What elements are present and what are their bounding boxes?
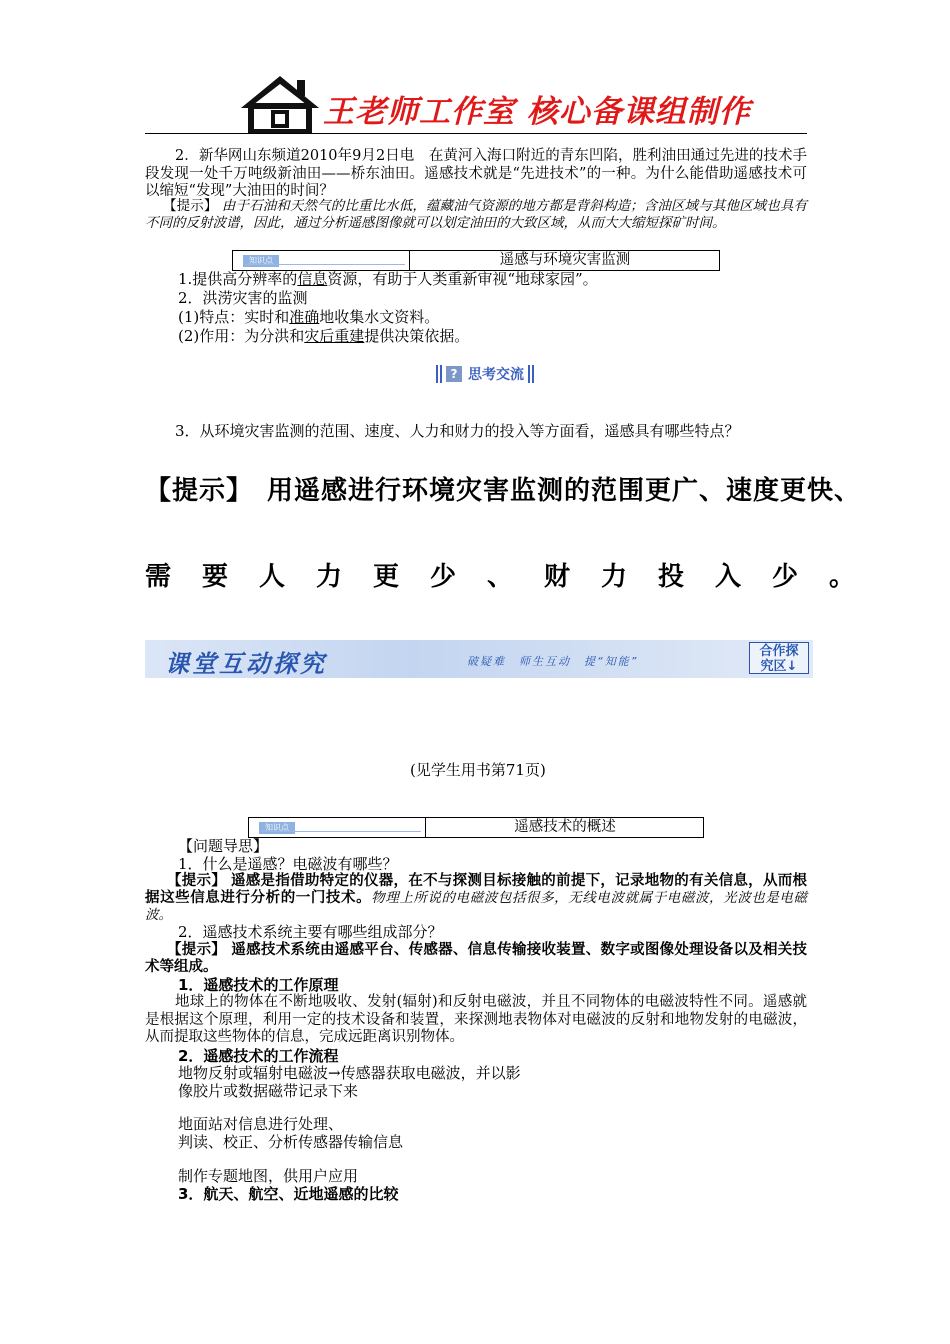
page-reference: (见学生用书第71页) [410, 761, 546, 779]
workflow-step-1b: 像胶片或数据磁带记录下来 [178, 1082, 359, 1100]
guide-hint-2: 【提示】 遥感技术系统由遥感平台、传感器、信息传输接收装置、数字或图像处理设备以及相关技术等组成。 [145, 942, 808, 975]
think-label: 思考交流 [468, 367, 524, 383]
workflow-step-2a: 地面站对信息进行处理、 [178, 1115, 344, 1133]
question-icon: ? [446, 366, 462, 382]
header-logo [235, 72, 751, 134]
section-tag: 知识点 [259, 822, 295, 834]
banner-title: 课堂互动探究 [165, 650, 327, 678]
question-3: 3．从环境灾害监测的范围、速度、人力和财力的投入等方面看，遥感具有哪些特点？ [175, 422, 740, 440]
guide-label: 【问题导思】 [178, 837, 269, 855]
workflow-step-3: 制作专题地图，供用户应用 [178, 1167, 359, 1185]
comparison-title: 3．航天、航空、近地遥感的比较 [178, 1185, 399, 1203]
logo-text: 王老师工作室 核心备课组制作 [323, 94, 751, 130]
hint-3-line1: 【提示】 用遥感进行环境灾害监测的范围更广、速度更快、 [145, 476, 862, 506]
arrow-line [261, 831, 421, 832]
corner-label: 合作探究区 [759, 644, 799, 674]
line-feature: (1)特点：实时和准确地收集水文资料。 [178, 308, 440, 326]
hint-2 [145, 198, 807, 232]
guide-q1: 1．什么是遥感？电磁波有哪些？ [178, 855, 398, 873]
section-title: 遥感与环境灾害监测 [409, 251, 720, 270]
section-header-overview [248, 817, 704, 838]
workflow-step-2b: 判读、校正、分析传感器传输信息 [178, 1133, 404, 1151]
classroom-banner [145, 640, 813, 678]
line-flood: 2．洪涝灾害的监测 [178, 289, 308, 307]
hint-3-line2: 需要人力更少、财力投入少。 [145, 562, 887, 592]
banner-subtitle: 破疑难 师生互动 提“知能” [467, 655, 639, 668]
principle-text: 地球上的物体在不断地吸收、发射(辐射)和反射电磁波，并且不同物体的电磁波特性不同。遥感就是根据这个原理，利用一定的技术设备和装置，来探测地表物体对电磁波的反射和地物发射的电磁波，从而提取这些物体的信息，完成远距离识别物体。 [145, 994, 807, 1045]
house-icon [235, 72, 325, 134]
section-header-remote-sensing-disaster [232, 250, 720, 271]
header-rule [145, 133, 807, 134]
arrow-line [245, 264, 405, 265]
guide-q2: 2．遥感技术系统主要有哪些组成部分？ [178, 923, 443, 941]
hint-text: 由于石油和天然气的比重比水低，蕴藏油气资源的地方都是背斜构造；含油区域与其他区域也具有不同的反射波谱，因此，通过分析遥感图像就可以划定油田的大致区域，从而大大缩短探矿时间。 [145, 198, 808, 231]
guide-hint-1: 【提示】 遥感是指借助特定的仪器，在不与探测目标接触的前提下，记录地物的有关信息，从而根据这些信息进行分析的一门技术。物理上所说的电磁波包括很多，无线电波就属于电磁波，光波也是电磁波。 [145, 873, 808, 923]
principle-title: 1．遥感技术的工作原理 [178, 976, 339, 994]
think-exchange-badge [436, 364, 534, 384]
line-info: 1.提供高分辨率的信息资源，有助于人类重新审视“地球家园”。 [178, 270, 598, 288]
question-2: 2．新华网山东频道2010年9月2日电 在黄河入海口附近的青东凹陷，胜利油田通过先进的技术手段发现一处千万吨级新油田——桥东油田。遥感技术就是“先进技术”的一种。为什么能借助遥感技术可以缩短“发现”大油田的时间？ [145, 148, 807, 199]
workflow-title: 2．遥感技术的工作流程 [178, 1047, 339, 1065]
banner-corner-box[interactable] [749, 642, 809, 674]
hint-label: 【提示】 [163, 198, 218, 214]
section-title: 遥感技术的概述 [425, 818, 704, 837]
line-function: (2)作用：为分洪和灾后重建提供决策依据。 [178, 327, 470, 345]
section-tag: 知识点 [243, 255, 279, 267]
workflow-step-1a: 地物反射或辐射电磁波→传感器获取电磁波，并以影 [178, 1064, 521, 1082]
down-arrow-icon: ↓ [786, 659, 798, 674]
